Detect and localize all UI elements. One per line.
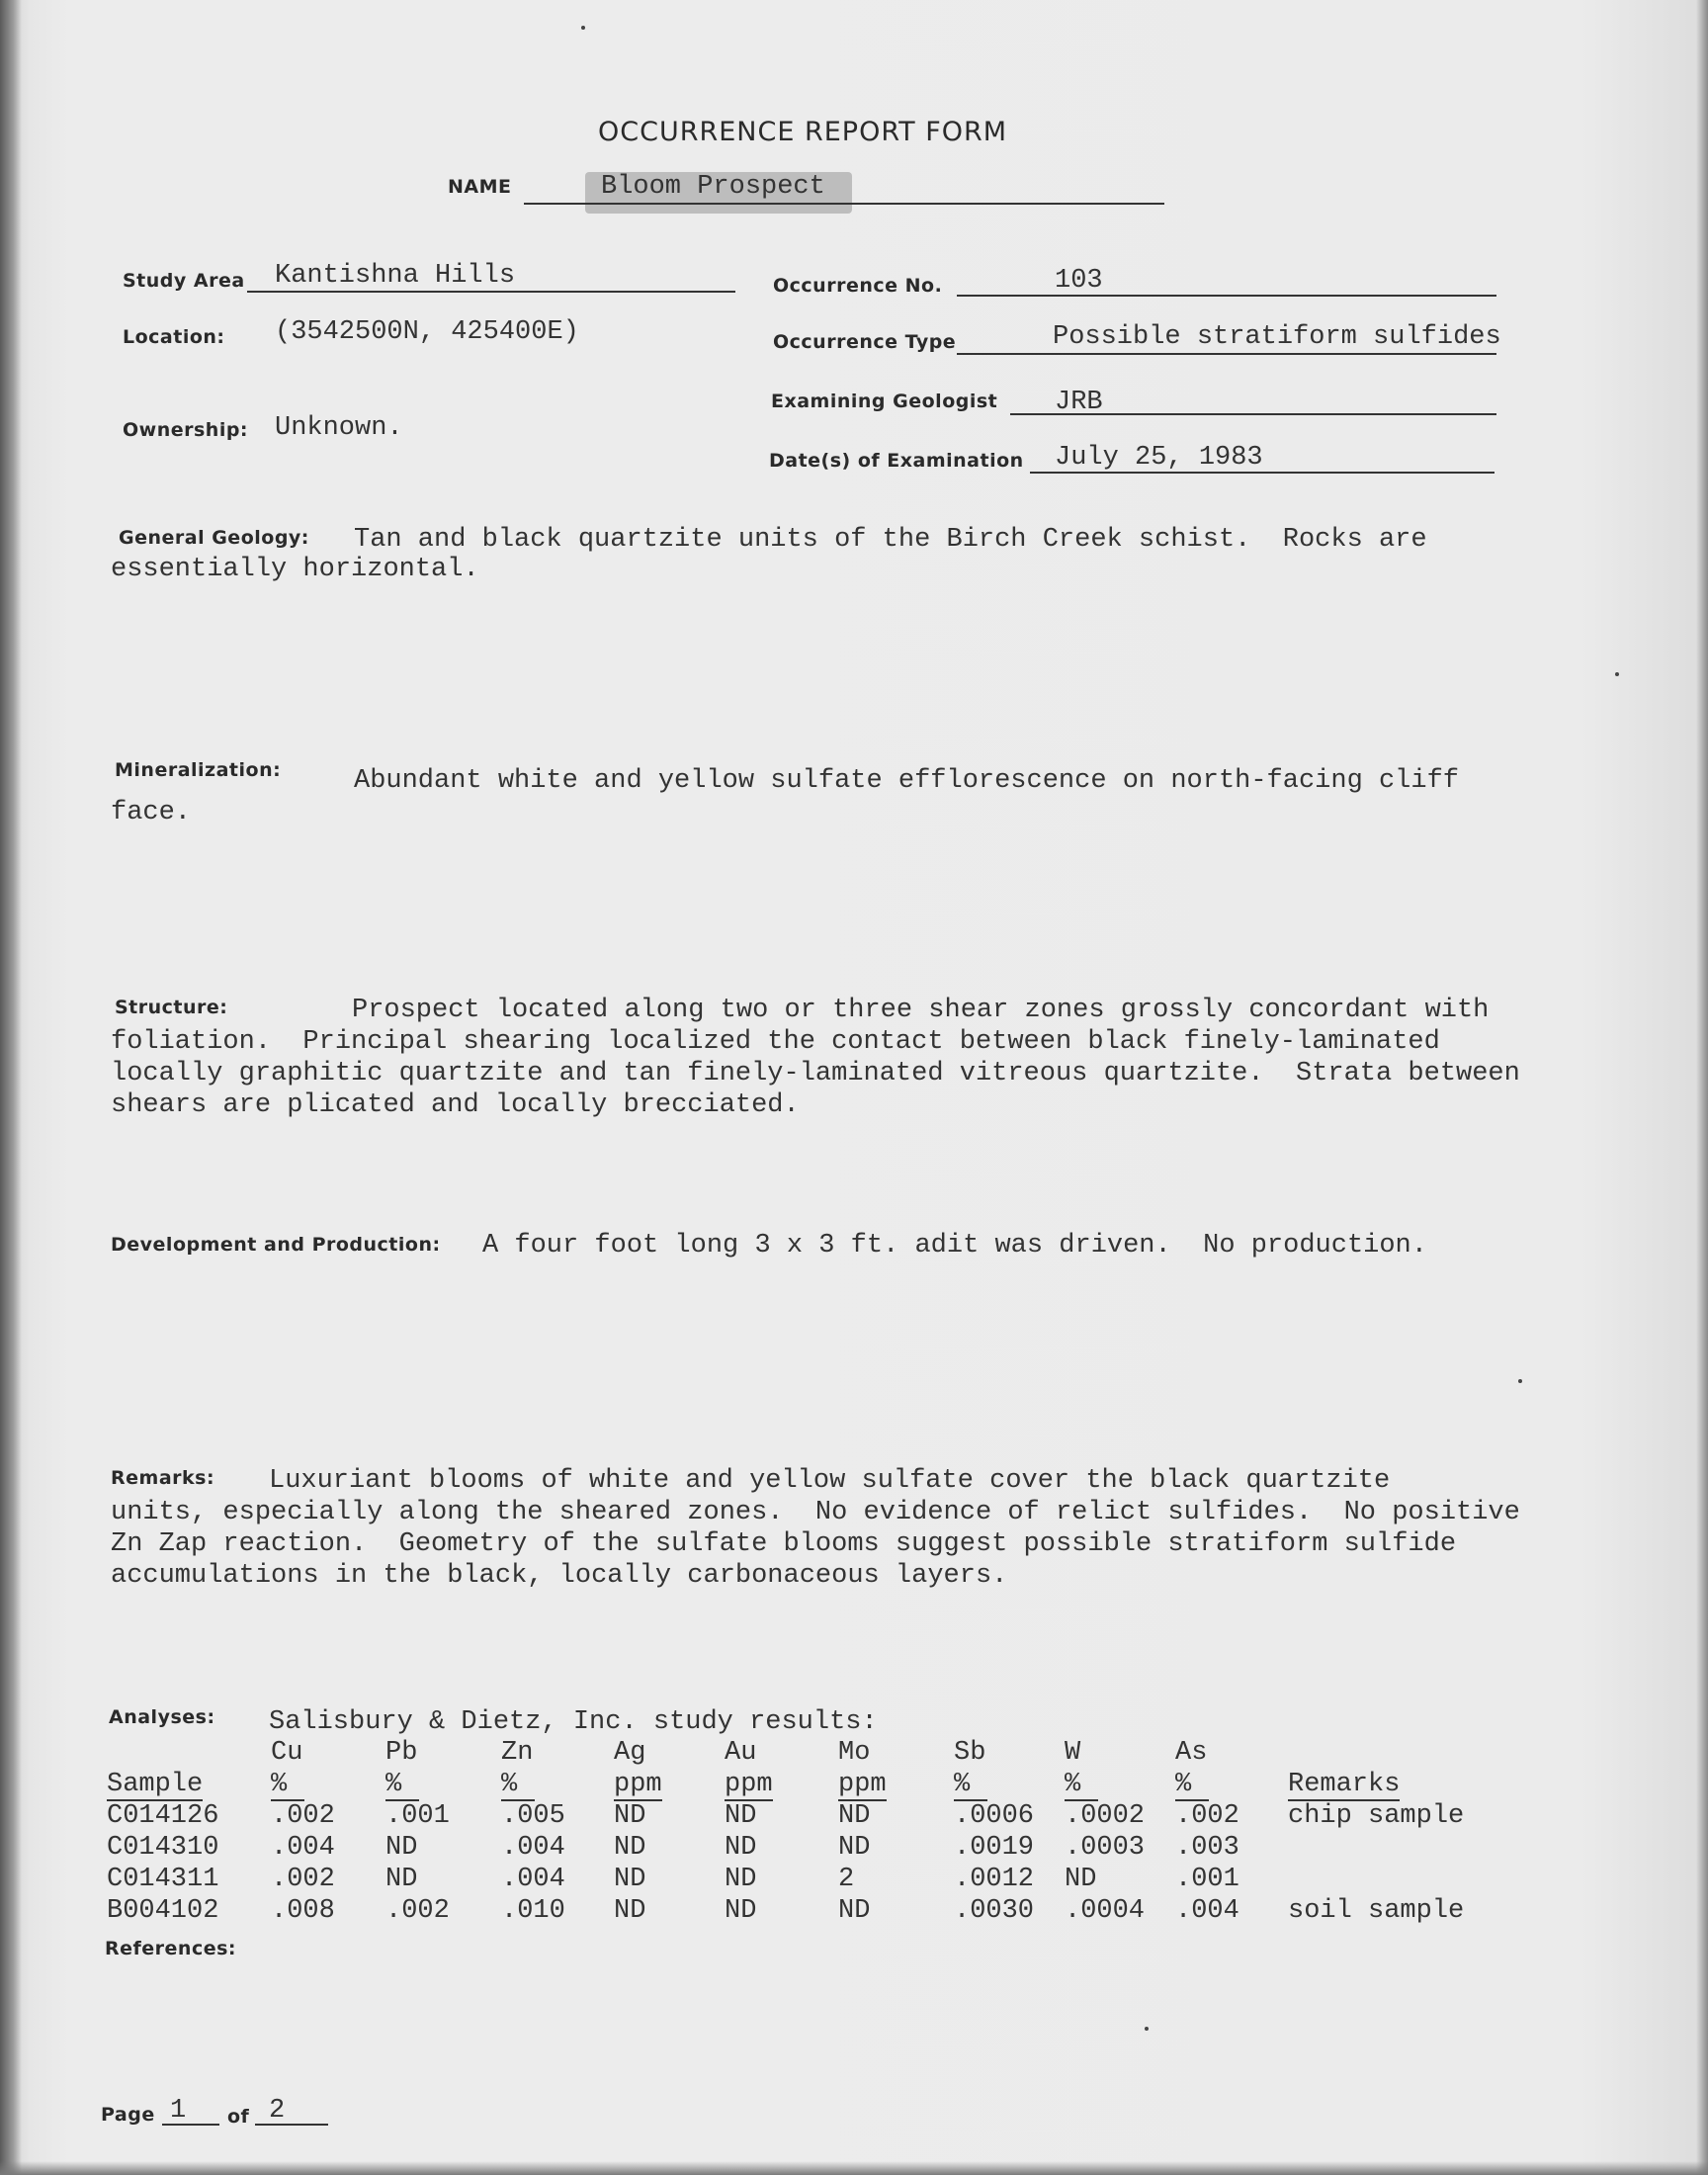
table-cell: .0019 — [954, 1833, 1035, 1863]
sample-header: Sample — [107, 1770, 204, 1799]
table-cell: .002 — [385, 1896, 450, 1926]
table-cell: ND — [614, 1896, 646, 1926]
occurrence-no-value: 103 — [1055, 266, 1103, 296]
occurrence-type-value: Possible stratiform sulfides — [1053, 322, 1501, 352]
page-total-underline — [255, 2124, 328, 2126]
geologist-value: JRB — [1055, 388, 1103, 417]
scan-right-edge — [1696, 0, 1708, 2175]
unit-header: % — [501, 1770, 535, 1801]
ownership-label: Ownership: — [123, 419, 249, 441]
sample-remark — [1288, 1832, 1515, 1864]
name-value: Bloom Prospect — [601, 172, 825, 202]
location-value: (3542500N, 425400E) — [275, 317, 579, 347]
scan-speck — [1518, 1379, 1522, 1383]
scan-speck — [1145, 2027, 1149, 2031]
analyses-table — [107, 1737, 1515, 1927]
remarks-header-spacer — [1288, 1737, 1515, 1769]
table-cell: .010 — [501, 1896, 565, 1926]
element-header: As — [1175, 1738, 1208, 1768]
sample-remark: chip sample — [1288, 1801, 1465, 1831]
table-cell: .004 — [501, 1865, 565, 1894]
scan-left-edge — [0, 0, 22, 2175]
mineralization-line-2: face. — [111, 798, 192, 827]
table-cell: ND — [725, 1801, 757, 1831]
element-header: Mo — [838, 1738, 871, 1768]
element-header-row — [107, 1737, 1515, 1769]
table-cell: .004 — [271, 1833, 335, 1863]
table-cell: .002 — [271, 1865, 335, 1894]
study-area-underline — [247, 291, 735, 293]
development-text: A four foot long 3 x 3 ft. adit was driven. No production. — [482, 1231, 1427, 1261]
table-row — [107, 1800, 1515, 1832]
sample-remark: soil sample — [1288, 1896, 1465, 1926]
occurrence-type-label: Occurrence Type — [773, 331, 957, 353]
element-header: Cu — [271, 1738, 303, 1768]
page-number: 1 — [170, 2096, 187, 2126]
page-total: 2 — [269, 2096, 286, 2126]
element-header: Pb — [385, 1738, 418, 1768]
table-cell: .003 — [1175, 1833, 1239, 1863]
table-cell: ND — [614, 1865, 646, 1894]
development-label: Development and Production: — [111, 1234, 441, 1256]
form-title: OCCURRENCE REPORT FORM — [598, 117, 1008, 147]
table-cell: .002 — [1175, 1801, 1239, 1831]
page-number-underline — [162, 2124, 219, 2126]
sample-id: B004102 — [107, 1896, 219, 1926]
unit-header: % — [385, 1770, 419, 1801]
table-cell: .008 — [271, 1896, 335, 1926]
analyses-label: Analyses: — [109, 1706, 215, 1728]
remarks-line-4: accumulations in the black, locally carbonaceous layers. — [111, 1561, 1008, 1591]
table-cell: .004 — [501, 1833, 565, 1863]
general-geology-line-1: Tan and black quartzite units of the Birch Creek schist. Rocks are — [354, 525, 1427, 555]
remarks-line-1: Luxuriant blooms of white and yellow sulfate cover the black quartzite — [269, 1466, 1391, 1496]
scan-bottom-edge — [0, 2161, 1708, 2175]
unit-header: ppm — [614, 1770, 662, 1799]
analyses-intro: Salisbury & Dietz, Inc. study results: — [269, 1707, 878, 1737]
element-header: W — [1065, 1738, 1081, 1768]
table-cell: .0003 — [1065, 1833, 1146, 1863]
geologist-underline — [1010, 413, 1496, 415]
geologist-label: Examining Geologist — [771, 391, 998, 412]
table-cell: .001 — [1175, 1865, 1239, 1894]
table-cell: .0030 — [954, 1896, 1035, 1926]
unit-header: ppm — [838, 1770, 887, 1799]
element-header: Au — [725, 1738, 757, 1768]
references-label: References: — [105, 1938, 237, 1959]
structure-label: Structure: — [115, 997, 228, 1018]
name-label: NAME — [448, 176, 512, 198]
table-cell: ND — [614, 1833, 646, 1863]
general-geology-label: General Geology: — [119, 527, 309, 549]
unit-header: % — [1175, 1770, 1209, 1801]
table-cell: ND — [385, 1865, 418, 1894]
table-cell: .0012 — [954, 1865, 1035, 1894]
structure-line-3: locally graphitic quartzite and tan finely-laminated vitreous quartzite. Strata between — [111, 1059, 1520, 1088]
unit-header-row — [107, 1769, 1515, 1800]
occurrence-type-underline — [957, 353, 1496, 355]
study-area-label: Study Area — [123, 270, 245, 292]
remarks-header: Remarks — [1288, 1770, 1401, 1799]
table-cell: .0006 — [954, 1801, 1035, 1831]
unit-header: % — [271, 1770, 304, 1801]
table-cell: ND — [725, 1865, 757, 1894]
table-cell: ND — [838, 1801, 871, 1831]
table-cell: ND — [838, 1833, 871, 1863]
page-label: Page — [101, 2104, 155, 2126]
table-cell: .004 — [1175, 1896, 1239, 1926]
sample-remark — [1288, 1864, 1515, 1895]
remarks-line-3: Zn Zap reaction. Geometry of the sulfate blooms suggest possible stratiform sulfide — [111, 1529, 1457, 1559]
table-cell: .0004 — [1065, 1896, 1146, 1926]
sample-id: C014126 — [107, 1801, 219, 1831]
structure-line-1: Prospect located along two or three shear zones grossly concordant with — [352, 996, 1490, 1025]
table-cell: 2 — [838, 1865, 855, 1894]
general-geology-line-2: essentially horizontal. — [111, 555, 479, 584]
table-cell: .001 — [385, 1801, 450, 1831]
scan-speck — [581, 26, 585, 30]
date-label: Date(s) of Examination — [769, 450, 1024, 472]
table-cell: .005 — [501, 1801, 565, 1831]
remarks-line-2: units, especially along the sheared zones. No evidence of relict sulfides. No positive — [111, 1498, 1520, 1527]
sample-id: C014310 — [107, 1833, 219, 1863]
unit-header: % — [954, 1770, 987, 1801]
table-cell: ND — [838, 1896, 871, 1926]
mineralization-label: Mineralization: — [115, 759, 282, 781]
date-value: July 25, 1983 — [1055, 443, 1263, 473]
element-header: Zn — [501, 1738, 534, 1768]
of-label: of — [227, 2106, 250, 2128]
ownership-value: Unknown. — [275, 413, 403, 443]
element-header: Ag — [614, 1738, 646, 1768]
sample-header-spacer — [107, 1737, 271, 1769]
table-cell: ND — [1065, 1865, 1097, 1894]
table-cell: .002 — [271, 1801, 335, 1831]
unit-header: % — [1065, 1770, 1098, 1801]
table-cell: ND — [725, 1833, 757, 1863]
unit-header: ppm — [725, 1770, 773, 1799]
table-cell: .0002 — [1065, 1801, 1146, 1831]
name-underline — [524, 203, 1164, 205]
table-row — [107, 1864, 1515, 1895]
occurrence-no-label: Occurrence No. — [773, 275, 943, 297]
table-row — [107, 1895, 1515, 1927]
scan-speck — [1615, 672, 1619, 676]
remarks-label: Remarks: — [111, 1467, 215, 1489]
structure-line-2: foliation. Principal shearing localized the contact between black finely-laminated — [111, 1027, 1440, 1057]
mineralization-line-1: Abundant white and yellow sulfate efflorescence on north-facing cliff — [354, 766, 1459, 796]
table-cell: ND — [725, 1896, 757, 1926]
occurrence-no-underline — [957, 295, 1496, 297]
element-header: Sb — [954, 1738, 986, 1768]
location-label: Location: — [123, 326, 225, 348]
table-cell: ND — [614, 1801, 646, 1831]
table-row — [107, 1832, 1515, 1864]
sample-id: C014311 — [107, 1865, 219, 1894]
date-underline — [1030, 472, 1494, 474]
table-cell: ND — [385, 1833, 418, 1863]
structure-line-4: shears are plicated and locally brecciated. — [111, 1090, 800, 1120]
study-area-value: Kantishna Hills — [275, 261, 516, 291]
